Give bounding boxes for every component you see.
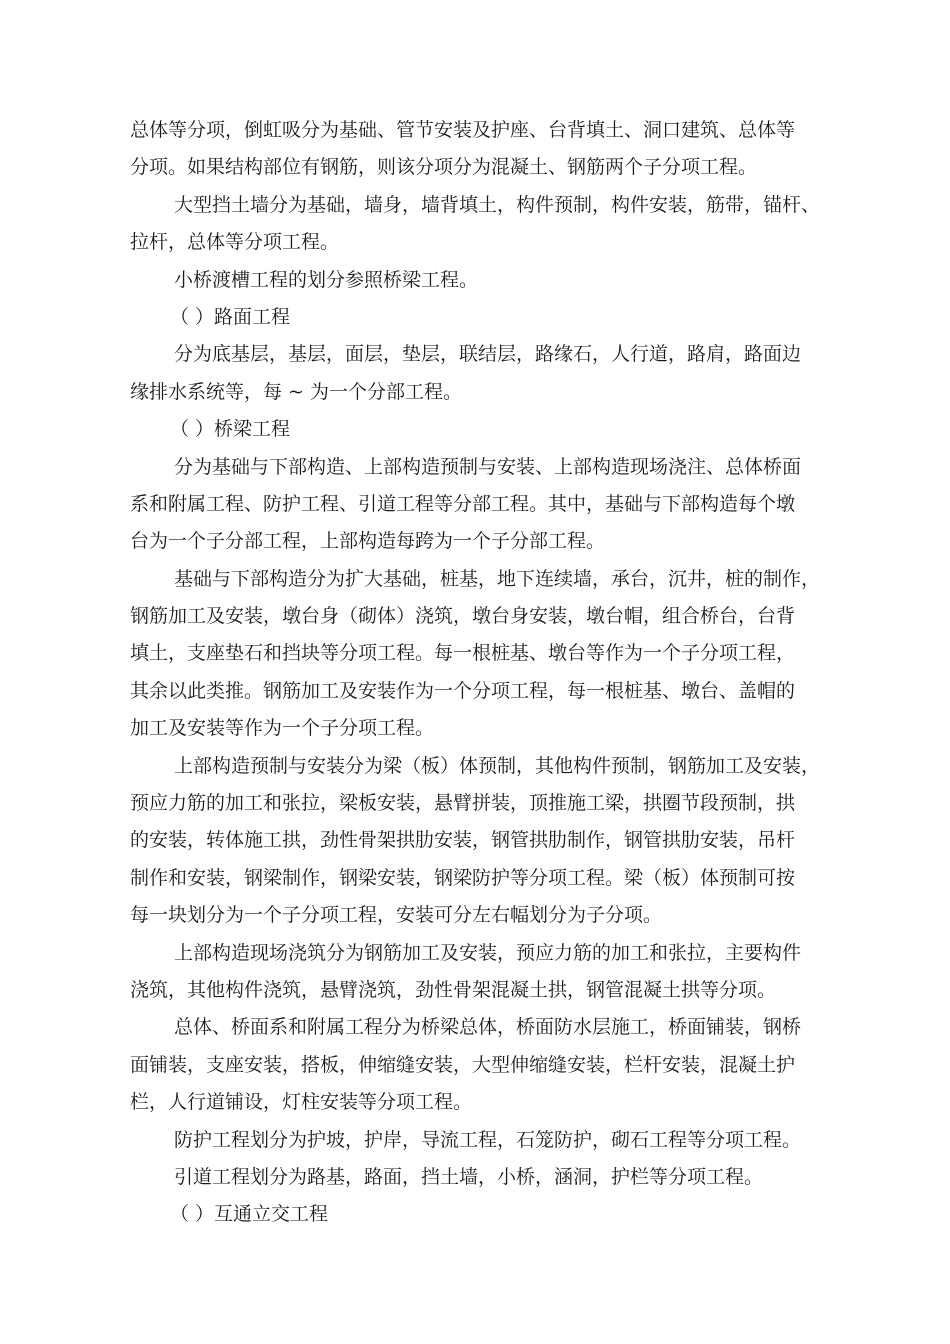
text-line: 总体等分项，倒虹吸分为基础、管节安装及护座、台背填土、洞口建筑、总体等 bbox=[130, 119, 796, 141]
text-line: 的安装，转体施工拱，劲性骨架拱肋安装，钢管拱肋制作，钢管拱肋安装，吊杆 bbox=[130, 829, 796, 852]
section-heading: （ ）桥梁工程 bbox=[170, 418, 291, 441]
document-body bbox=[130, 112, 820, 1234]
text-line: 制作和安装，钢梁制作，钢梁安装，钢梁防护等分项工程。梁（板）体预制可按 bbox=[130, 866, 796, 889]
text-line: 总体、桥面系和附属工程分为桥梁总体，桥面防水层施工，桥面铺装，钢桥 bbox=[174, 1016, 802, 1039]
section-heading: （ ）互通立交工程 bbox=[170, 1203, 329, 1226]
text-line: 分为基础与下部构造、上部构造预制与安装、上部构造现场浇注、总体桥面 bbox=[174, 455, 802, 478]
text-line: 面铺装，支座安装，搭板，伸缩缝安装，大型伸缩缝安装，栏杆安装，混凝土护 bbox=[130, 1053, 796, 1076]
text-line: 钢筋加工及安装，墩台身（砌体）浇筑，墩台身安装，墩台帽，组合桥台，台背 bbox=[130, 605, 796, 628]
text-line: 基础与下部构造分为扩大基础，桩基，地下连续墙，承台，沉井，桩的制作， bbox=[174, 567, 820, 590]
text-line: 填土，支座垫石和挡块等分项工程。每一根桩基、墩台等作为一个子分项工程， bbox=[130, 642, 796, 665]
text-line: 系和附属工程、防护工程、引道工程等分部工程。其中，基础与下部构造每个墩 bbox=[130, 492, 796, 515]
text-line: 每一块划分为一个子分项工程，安装可分左右幅划分为子分项。 bbox=[130, 904, 663, 927]
text-line: 小桥渡槽工程的划分参照桥梁工程。 bbox=[174, 268, 479, 291]
text-line: 防护工程划分为护坡，护岸，导流工程，石笼防护，砌石工程等分项工程。 bbox=[174, 1128, 802, 1151]
text-line: 其余以此类推。钢筋加工及安装作为一个分项工程，每一根桩基、墩台、盖帽的 bbox=[130, 679, 796, 702]
text-line: 上部构造预制与安装分为梁（板）体预制，其他构件预制，钢筋加工及安装， bbox=[174, 754, 820, 777]
text-line: 分项。如果结构部位有钢筋，则该分项分为混凝土、钢筋两个子分项工程。 bbox=[130, 156, 758, 179]
text-line: 浇筑，其他构件浇筑，悬臂浇筑，劲性骨架混凝土拱，钢管混凝土拱等分项。 bbox=[130, 978, 777, 1001]
text-line: 加工及安装等作为一个子分项工程。 bbox=[130, 717, 435, 740]
text-line: 引道工程划分为路基，路面，挡土墙，小桥，涵洞，护栏等分项工程。 bbox=[174, 1165, 764, 1188]
text-line: 上部构造现场浇筑分为钢筋加工及安装，预应力筋的加工和张拉，主要构件 bbox=[174, 941, 802, 964]
text-line: 分为底基层，基层，面层，垫层，联结层，路缘石，人行道，路肩，路面边 bbox=[174, 343, 802, 366]
text-line: 大型挡土墙分为基础，墙身，墙背填土，构件预制，构件安装，筋带，锚杆、 bbox=[174, 193, 820, 216]
section-heading: （ ）路面工程 bbox=[170, 305, 291, 328]
text-line: 栏，人行道铺设，灯柱安装等分项工程。 bbox=[130, 1091, 473, 1114]
text-line: 拉杆，总体等分项工程。 bbox=[130, 231, 340, 254]
text-line: 台为一个子分部工程，上部构造每跨为一个子分部工程。 bbox=[130, 530, 606, 553]
text-line: 预应力筋的加工和张拉，梁板安装，悬臂拼装，顶推施工梁，拱圈节段预制，拱 bbox=[130, 792, 796, 815]
text-line: 缘排水系统等，每 ~ 为一个分部工程。 bbox=[130, 380, 462, 403]
